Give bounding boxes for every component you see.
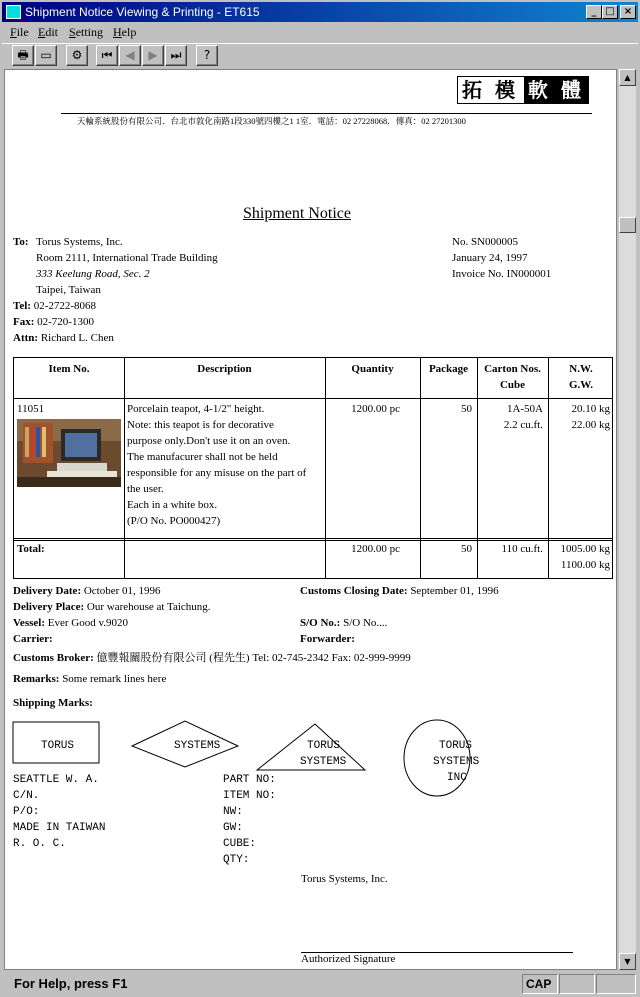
fax-value: 02-720-1300 bbox=[37, 316, 94, 328]
menu-file[interactable]: File bbox=[10, 25, 29, 39]
vessel-label: Vessel: bbox=[13, 617, 45, 629]
to-addr2: 333 Keelung Road, Sec. 2 bbox=[36, 268, 150, 280]
scrl-indicator bbox=[596, 974, 636, 994]
total-quantity: 1200.00 pc bbox=[351, 543, 400, 555]
product-image bbox=[17, 419, 121, 487]
remarks: Some remark lines here bbox=[62, 673, 167, 685]
attn-label: Attn: bbox=[13, 332, 39, 344]
shipping-marks-label: Shipping Marks: bbox=[13, 697, 93, 709]
shipment-notice-document bbox=[5, 70, 617, 970]
broker: 億豐報關股份有限公司 (程先生) Tel: 02-745-2342 Fax: 02-999-9999 bbox=[96, 652, 411, 664]
items-table bbox=[13, 357, 613, 579]
print-icon[interactable]: 🖶 bbox=[12, 45, 34, 66]
menu-setting[interactable]: Setting bbox=[69, 25, 104, 39]
item-cube: 2.2 cu.ft. bbox=[503, 419, 543, 431]
doc-title: Shipment Notice bbox=[243, 205, 351, 222]
item-nw: 20.10 kg bbox=[571, 403, 610, 415]
fax-label: Fax: bbox=[13, 316, 35, 328]
broker-label: Customs Broker: bbox=[13, 652, 94, 664]
col-cube: Cube bbox=[499, 379, 526, 391]
mark-triangle-text-2: SYSTEMS bbox=[300, 756, 347, 768]
so-number: S/O No.... bbox=[343, 617, 388, 629]
to-addr3: Taipei, Taiwan bbox=[36, 284, 101, 296]
mark-circle-text-1: TORUS bbox=[439, 740, 473, 752]
total-nw: 1005.00 kg bbox=[560, 543, 610, 555]
toolbar bbox=[2, 43, 638, 68]
total-gw: 1100.00 kg bbox=[560, 559, 610, 571]
item-quantity: 1200.00 pc bbox=[351, 403, 400, 415]
mark-box-text: TORUS bbox=[41, 740, 75, 752]
status-bar bbox=[0, 972, 640, 997]
so-label: S/O No.: bbox=[300, 617, 341, 629]
item-carton: 1A-50A bbox=[506, 403, 543, 415]
notice-number: No. SN000005 bbox=[452, 236, 519, 248]
marks-right-block: PART NO: ITEM NO: NW: GW: CUBE: QTY: bbox=[223, 774, 276, 866]
num-indicator bbox=[559, 974, 595, 994]
first-page-icon[interactable]: ⏮ bbox=[96, 45, 118, 66]
last-page-icon[interactable]: ⏭ bbox=[165, 45, 187, 66]
forwarder-label: Forwarder: bbox=[300, 633, 355, 645]
prev-page-icon[interactable]: ◀ bbox=[119, 45, 141, 66]
title-bar[interactable] bbox=[2, 2, 638, 22]
customs-closing-label: Customs Closing Date: bbox=[300, 585, 408, 597]
scroll-down-button[interactable]: ▼ bbox=[619, 953, 636, 970]
col-package: Package bbox=[428, 363, 469, 375]
scroll-up-button[interactable]: ▲ bbox=[619, 69, 636, 86]
marks-left-block: SEATTLE W. A. C/N. P/O: MADE IN TAIWAN R. O. C. bbox=[13, 774, 106, 850]
page-setup-icon[interactable]: ⚙ bbox=[66, 45, 88, 66]
mark-triangle-text-1: TORUS bbox=[307, 740, 341, 752]
col-gw: G.W. bbox=[568, 379, 594, 391]
scroll-thumb[interactable] bbox=[619, 217, 636, 233]
col-description: Description bbox=[197, 363, 252, 375]
attn-value: Richard L. Chen bbox=[40, 332, 114, 344]
app-icon[interactable] bbox=[6, 5, 21, 19]
col-carton: Carton Nos. bbox=[484, 363, 541, 375]
company-line: 天輪系統股份有限公司．台北市敦化南路1段330號四樓之1 1室．電話：02 27228068．傳真：02 27201300 bbox=[77, 116, 466, 126]
mark-circle-text-2: SYSTEMS bbox=[433, 756, 480, 768]
customs-closing-date: September 01, 1996 bbox=[410, 585, 499, 597]
menu-help[interactable]: Help bbox=[113, 25, 137, 39]
vessel: Ever Good v.9020 bbox=[47, 617, 128, 629]
col-item: Item No. bbox=[48, 363, 90, 375]
col-nw: N.W. bbox=[569, 363, 593, 375]
to-name: Torus Systems, Inc. bbox=[36, 236, 123, 248]
total-cube: 110 cu.ft. bbox=[501, 543, 543, 555]
to-label: To: bbox=[13, 236, 29, 248]
status-help-text: For Help, press F1 bbox=[14, 976, 128, 991]
vertical-scrollbar[interactable] bbox=[619, 69, 636, 970]
total-label: Total: bbox=[17, 543, 45, 555]
notice-date: January 24, 1997 bbox=[452, 252, 528, 264]
print-preview-icon[interactable]: ▭ bbox=[35, 45, 57, 66]
delivery-date-label: Delivery Date: bbox=[13, 585, 82, 597]
invoice-number: Invoice No. IN000001 bbox=[452, 268, 552, 280]
signature-company: Torus Systems, Inc. bbox=[301, 873, 388, 885]
col-quantity: Quantity bbox=[351, 363, 394, 375]
delivery-place: Our warehouse at Taichung. bbox=[86, 601, 211, 613]
header-rule bbox=[61, 113, 592, 114]
mark-circle-text-3: INC bbox=[447, 772, 467, 784]
item-number: 11051 bbox=[17, 403, 45, 415]
window-title: Shipment Notice Viewing & Printing - ET615 bbox=[25, 5, 260, 19]
document-viewport[interactable] bbox=[4, 69, 617, 970]
to-addr1: Room 2111, International Trade Building bbox=[36, 252, 218, 264]
delivery-place-label: Delivery Place: bbox=[13, 601, 85, 613]
mark-diamond-text: SYSTEMS bbox=[174, 740, 221, 752]
menu-edit[interactable]: Edit bbox=[38, 25, 59, 39]
item-description: Porcelain teapot, 4-1/2" height. Note: this teapot is for decorative purpose only.Don't use it on an oven. The manufacurer shall not be held responsible for any misuse on the part of the user. Each in a white box. (P/O No. PO000427) bbox=[127, 403, 307, 527]
item-gw: 22.00 kg bbox=[571, 419, 610, 431]
tel-label: Tel: bbox=[13, 300, 31, 312]
carrier-label: Carrier: bbox=[13, 633, 53, 645]
company-logo: 拓 模 軟 體 bbox=[457, 76, 589, 104]
total-package: 50 bbox=[461, 543, 472, 555]
cap-indicator: CAP bbox=[522, 974, 558, 994]
tel-value: 02-2722-8068 bbox=[33, 300, 97, 312]
signature-label: Authorized Signature bbox=[301, 953, 396, 965]
close-button[interactable]: × bbox=[620, 5, 636, 19]
item-package: 50 bbox=[461, 403, 472, 415]
menu-bar bbox=[2, 23, 638, 42]
remarks-label: Remarks: bbox=[13, 673, 60, 685]
next-page-icon[interactable]: ▶ bbox=[142, 45, 164, 66]
maximize-button[interactable]: □ bbox=[602, 5, 618, 19]
minimize-button[interactable]: _ bbox=[586, 5, 602, 19]
help-icon[interactable]: ? bbox=[196, 45, 218, 66]
delivery-date: October 01, 1996 bbox=[83, 585, 161, 597]
